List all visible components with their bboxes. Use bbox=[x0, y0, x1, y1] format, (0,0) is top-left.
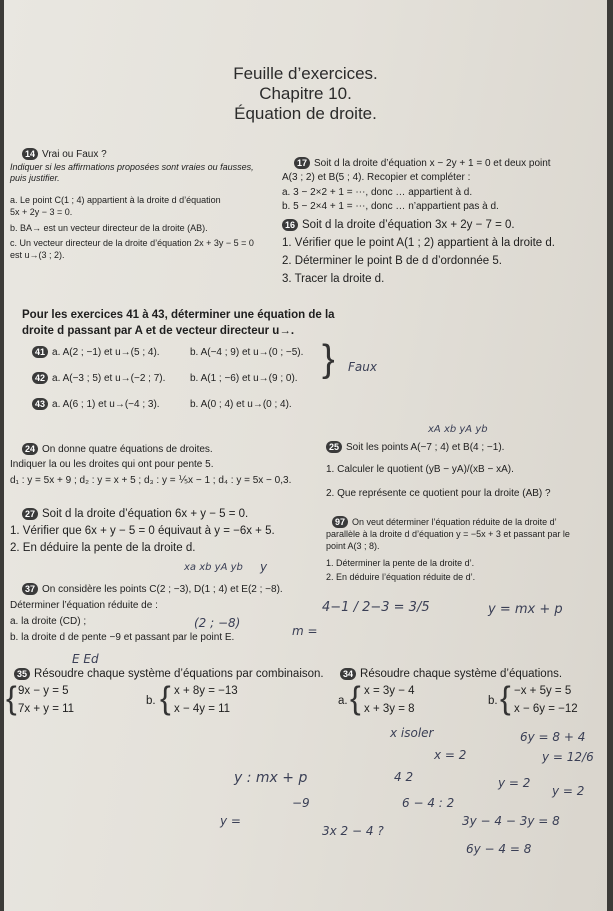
ex14-c-2: est u→(3 ; 2). bbox=[10, 250, 65, 260]
ex14-b: b. BA→ est un vecteur directeur de la droite (AB). bbox=[10, 223, 208, 233]
ex97-badge: 97 bbox=[332, 516, 348, 528]
ex14-c-1: c. Un vecteur directeur de la droite d’équation 2x + 3y − 5 = 0 bbox=[10, 238, 254, 248]
handwritten-y: y bbox=[260, 560, 268, 574]
ex14-badge: 14 bbox=[22, 148, 38, 160]
handwritten-point: (2 ; −8) bbox=[194, 616, 241, 630]
handwritten-work-1: 6y = 8 + 4 bbox=[520, 730, 586, 744]
handwritten-brace: } bbox=[322, 338, 335, 380]
ex14-heading: 14 Vrai ou Faux ? bbox=[22, 148, 107, 161]
ex16-line-1: 16 Soit d la droite d’équation 3x + 2y − 7 = 0. bbox=[282, 218, 515, 232]
ex17-line-2: A(3 ; 2) et B(5 ; 4). Recopier et compléter : bbox=[282, 172, 471, 183]
handwritten-work-9: 6 − 4 : 2 bbox=[402, 796, 455, 810]
ex35-b-eq2: x − 4y = 11 bbox=[174, 703, 231, 715]
ex35-b-brace: { bbox=[160, 680, 171, 716]
chapter-title: Chapitre 10. bbox=[259, 84, 352, 103]
ex35-a-eq1: 9x − y = 5 bbox=[18, 685, 69, 697]
ex34-a-label: a. bbox=[338, 695, 348, 707]
ex34-badge: 34 bbox=[340, 668, 356, 680]
ex34-a-eq2: x + 3y = 8 bbox=[364, 703, 415, 715]
ex34-b-eq1: −x + 5y = 5 bbox=[514, 685, 572, 697]
handwritten-m: m = bbox=[292, 624, 318, 638]
ex41-badge: 41 bbox=[32, 346, 48, 358]
ex24-line-2: Indiquer la ou les droites qui ont pour pente 5. bbox=[10, 459, 214, 470]
handwritten-coords-mid: xa xb yA yb bbox=[184, 562, 243, 573]
ex24-line-3: d₁ : y = 5x + 9 ; d₂ : y = x + 5 ; d₃ : y = ⅕x − 1 ; d₄ : y = 5x − 0,3. bbox=[10, 475, 292, 486]
ex37-line-3: a. la droite (CD) ; bbox=[10, 616, 87, 627]
handwritten-work-11: 3x 2 − 4 ? bbox=[322, 824, 384, 838]
ex37-line-2: Déterminer l’équation réduite de : bbox=[10, 600, 158, 611]
ex25-line-1: 25 Soit les points A(−7 ; 4) et B(4 ; −1). bbox=[326, 441, 504, 454]
ex25-line-2: 1. Calculer le quotient (yB − yA)/(xB − xA). bbox=[326, 464, 514, 475]
ex16-q1: 1. Vérifier que le point A(1 ; 2) appartient à la droite d. bbox=[282, 237, 555, 249]
ex35-b-eq1: x + 8y = −13 bbox=[174, 685, 238, 697]
handwritten-work-4: y : mx + p bbox=[234, 770, 308, 786]
ex97-line-2: parallèle à la droite d d’équation y = −5x + 3 et passant par le bbox=[326, 529, 570, 539]
ex14-intro-1: Indiquer si les affirmations proposées sont vraies ou fausses, bbox=[10, 162, 254, 172]
ex14-a-1: a. Le point C(1 ; 4) appartient à la droite d d’équation bbox=[10, 195, 221, 205]
ex27-line-2: 1. Vérifier que 6x + y − 5 = 0 équivaut à y = −6x + 5. bbox=[10, 525, 275, 537]
ex43-b: b. A(0 ; 4) et u→(0 ; 4). bbox=[190, 399, 292, 410]
ex97-line-4: 1. Déterminer la pente de la droite d’. bbox=[326, 558, 475, 568]
ex34-b-eq2: x − 6y = −12 bbox=[514, 703, 578, 715]
handwritten-work-8: −9 bbox=[292, 796, 310, 810]
handwritten-work-3: y = 12/6 bbox=[542, 750, 594, 764]
ex34-b-label: b. bbox=[488, 695, 498, 707]
ex17-line-1: 17 Soit d la droite d’équation x − 2y + 1 = 0 et deux point bbox=[294, 157, 551, 170]
ex24-line-1: 24 On donne quatre équations de droites. bbox=[22, 443, 213, 456]
topic-title: Équation de droite. bbox=[234, 104, 377, 123]
sheet-title: Feuille d’exercices. bbox=[233, 64, 378, 83]
ex41-intro-2: droite d passant par A et de vecteur directeur u→. bbox=[22, 325, 295, 337]
ex97-line-3: point A(3 ; 8). bbox=[326, 541, 380, 551]
ex16-q2: 2. Déterminer le point B de d d’ordonnée 5. bbox=[282, 255, 502, 267]
ex35-a-eq2: 7x + y = 11 bbox=[18, 703, 75, 715]
ex27-line-3: 2. En déduire la pente de la droite d. bbox=[10, 542, 196, 554]
ex16-q3: 3. Tracer la droite d. bbox=[282, 273, 385, 285]
worksheet-page bbox=[4, 0, 607, 911]
handwritten-work-5: 4 2 bbox=[394, 770, 414, 784]
ex41-b: b. A(−4 ; 9) et u→(0 ; −5). bbox=[190, 347, 304, 358]
handwritten-work-10: y = bbox=[220, 814, 241, 828]
handwritten-isoler: x isoler bbox=[390, 726, 434, 740]
ex34-b-brace: { bbox=[500, 680, 511, 716]
ex97-line-5: 2. En déduire l’équation réduite de d’. bbox=[326, 572, 476, 582]
ex34-title: 34 Résoudre chaque système d’équations. bbox=[340, 667, 562, 681]
ex17-line-3: a. 3 − 2×2 + 1 = ⋯, donc … appartient à d. bbox=[282, 187, 473, 198]
ex42-b: b. A(1 ; −6) et u→(9 ; 0). bbox=[190, 373, 298, 384]
ex25-line-3: 2. Que représente ce quotient pour la droite (AB) ? bbox=[326, 488, 551, 499]
ex35-a-brace: { bbox=[6, 680, 17, 716]
ex16-badge: 16 bbox=[282, 219, 298, 231]
ex42-badge: 42 bbox=[32, 372, 48, 384]
ex41-intro-1: Pour les exercices 41 à 43, déterminer une équation de la bbox=[22, 309, 335, 321]
ex37-line-1: 37 On considère les points C(2 ; −3), D(1 ; 4) et E(2 ; −8). bbox=[22, 583, 283, 596]
ex14-intro-2: puis justifier. bbox=[10, 173, 60, 183]
handwritten-work-12: 3y − 4 − 3y = 8 bbox=[462, 814, 560, 828]
handwritten-work-2: x = 2 bbox=[434, 748, 467, 762]
ex34-a-eq1: x = 3y − 4 bbox=[364, 685, 415, 697]
ex37-badge: 37 bbox=[22, 583, 38, 595]
handwritten-work-6: y = 2 bbox=[498, 776, 531, 790]
ex35-title: 35 Résoudre chaque système d’équations par combinaison. bbox=[14, 667, 324, 681]
ex24-badge: 24 bbox=[22, 443, 38, 455]
handwritten-coords-label: xA xb yA yb bbox=[428, 424, 488, 435]
handwritten-ed: E Ed bbox=[72, 652, 99, 666]
ex42-row: 42 a. A(−3 ; 5) et u→(−2 ; 7). bbox=[32, 372, 165, 385]
handwritten-work-13: 6y − 4 = 8 bbox=[466, 842, 532, 856]
ex17-badge: 17 bbox=[294, 157, 310, 169]
ex97-line-1: 97 On veut déterminer l’équation réduite de la droite d’ bbox=[332, 516, 557, 528]
ex35-b-label: b. bbox=[146, 695, 156, 707]
ex27-badge: 27 bbox=[22, 508, 38, 520]
ex41-row: 41 a. A(2 ; −1) et u→(5 ; 4). bbox=[32, 346, 160, 359]
handwritten-faux: Faux bbox=[348, 360, 377, 374]
ex43-row: 43 a. A(6 ; 1) et u→(−4 ; 3). bbox=[32, 398, 160, 411]
ex17-line-4: b. 5 − 2×4 + 1 = ⋯, donc … n’appartient pas à d. bbox=[282, 201, 499, 212]
handwritten-ymxp: y = mx + p bbox=[488, 602, 563, 617]
ex37-line-4: b. la droite d de pente −9 et passant par le point E. bbox=[10, 632, 235, 643]
ex14-a-2: 5x + 2y − 3 = 0. bbox=[10, 207, 73, 217]
ex27-line-1: 27 Soit d la droite d’équation 6x + y − 5 = 0. bbox=[22, 507, 248, 521]
handwritten-fraction: 4−1 / 2−3 = 3/5 bbox=[322, 600, 430, 615]
ex34-a-brace: { bbox=[350, 680, 361, 716]
handwritten-work-7: y = 2 bbox=[552, 784, 585, 798]
ex35-badge: 35 bbox=[14, 668, 30, 680]
ex43-badge: 43 bbox=[32, 398, 48, 410]
ex25-badge: 25 bbox=[326, 441, 342, 453]
